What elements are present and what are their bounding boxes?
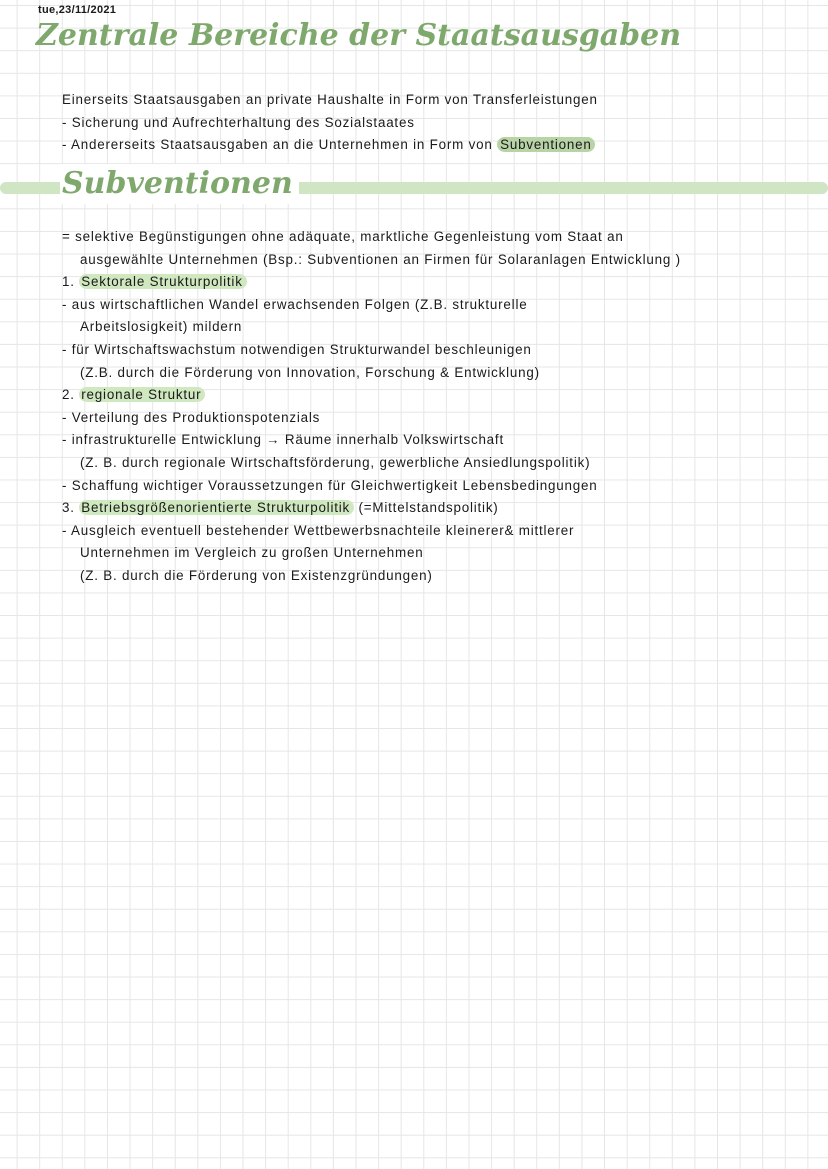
section-heading: Subventionen: [60, 164, 299, 204]
line-text: (Z. B. durch die Förderung von Existenzgründungen): [80, 568, 433, 583]
note-line: [62, 228, 624, 246]
highlighted-term: Subventionen: [497, 137, 595, 152]
note-line: [62, 341, 532, 359]
note-line: [62, 91, 598, 109]
note-line: [80, 567, 433, 585]
page-title: Zentrale Bereiche der Staatsausgaben: [36, 18, 682, 53]
line-text: Unternehmen im Vergleich zu großen Unternehmen: [80, 545, 424, 561]
note-line: [62, 296, 527, 314]
note-line: [62, 477, 597, 495]
line-text: Arbeitslosigkeit) mildern: [80, 319, 243, 335]
line-text: - infrastrukturelle Entwicklung → Räume innerhalb Volkswirtschaft: [62, 432, 504, 448]
line-text: = selektive Begünstigungen ohne adäquate, marktliche Gegenleistung vom Staat an: [62, 229, 624, 244]
note-line: [62, 499, 499, 517]
note-line: [62, 136, 595, 154]
note-line: [62, 386, 205, 404]
note-line: [62, 114, 415, 132]
note-line: [62, 431, 504, 449]
note-line: [62, 409, 320, 427]
note-line: [80, 454, 590, 472]
highlighted-term: regionale Struktur: [79, 387, 205, 402]
note-line: [80, 318, 242, 336]
note-line: [80, 544, 423, 562]
line-text: - Andererseits Staatsausgaben an die Unternehmen in Form von: [62, 137, 498, 153]
note-line: [62, 273, 247, 291]
note-line: [80, 251, 681, 269]
line-text: - Verteilung des Produktionspotenzials: [62, 409, 321, 425]
line-text: 1.: [62, 274, 80, 290]
line-suffix: (=Mittelstandspolitik): [354, 500, 499, 516]
line-text: - Sicherung und Aufrechterhaltung des Sozialstaates: [62, 114, 415, 130]
line-text: (Z.B. durch die Förderung von Innovation, Forschung & Entwicklung): [80, 364, 540, 380]
line-text: - für Wirtschaftswachstum notwendigen Strukturwandel beschleunigen: [62, 342, 532, 357]
date: tue,23/11/2021: [38, 4, 117, 16]
line-text: - aus wirtschaftlichen Wandel erwachsenden Folgen (Z.B. strukturelle: [62, 296, 528, 312]
line-text: 2.: [62, 387, 80, 403]
note-line: [62, 522, 574, 540]
line-text: Einerseits Staatsausgaben an private Haushalte in Form von Transferleistungen: [62, 92, 598, 107]
line-text: ausgewählte Unternehmen (Bsp.: Subventionen an Firmen für Solaranlagen Entwicklung ): [80, 251, 681, 267]
highlighted-term: Sektorale Strukturpolitik: [79, 274, 246, 289]
line-text: 3.: [62, 500, 80, 516]
highlighted-term: Betriebsgrößenorientierte Strukturpolitik: [79, 500, 354, 515]
note-line: [80, 364, 540, 382]
line-text: - Schaffung wichtiger Voraussetzungen für Gleichwertigkeit Lebensbedingungen: [62, 477, 598, 493]
line-text: - Ausgleich eventuell bestehender Wettbewerbsnachteile kleinerer& mittlerer: [62, 522, 575, 538]
line-text: (Z. B. durch regionale Wirtschaftsförderung, gewerbliche Ansiedlungspolitik): [80, 455, 591, 470]
